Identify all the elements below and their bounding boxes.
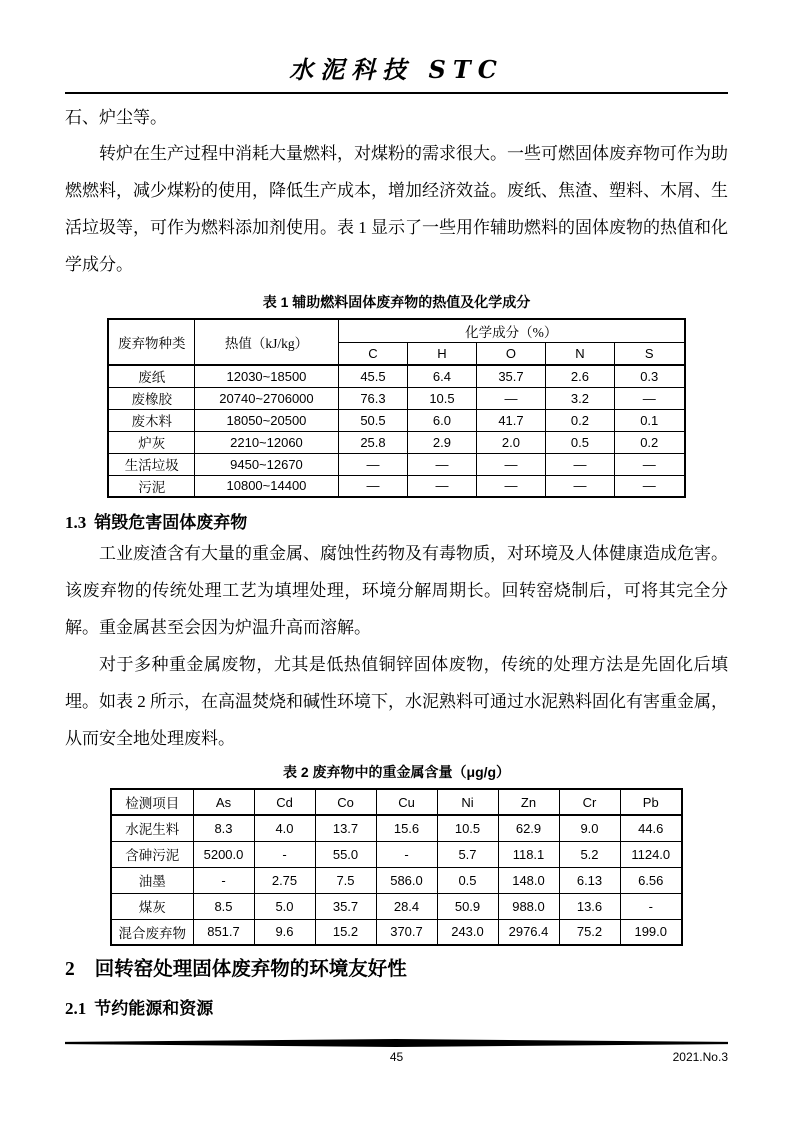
table1-header-row <box>108 319 684 342</box>
col-header-As: As <box>193 789 254 815</box>
col-header-composition-group: 化学成分（%） <box>338 319 684 342</box>
table2-header-row <box>111 789 682 815</box>
cell-value: 6.0 <box>407 409 476 431</box>
cell-value: 2976.4 <box>498 919 559 945</box>
journal-header <box>65 0 728 94</box>
cell-value: 199.0 <box>620 919 682 945</box>
cell-value: — <box>338 453 407 475</box>
section-heading-2 <box>65 955 728 984</box>
cell-heat-value: 10800~14400 <box>194 475 338 497</box>
col-header-S: S <box>614 342 684 365</box>
cell-value: 55.0 <box>315 841 376 867</box>
cell-value: 148.0 <box>498 867 559 893</box>
page-number: 45 <box>389 1050 404 1064</box>
cell-value: 15.2 <box>315 919 376 945</box>
table-row <box>108 431 684 453</box>
cell-test-item: 水泥生料 <box>111 815 193 841</box>
cell-value: 2.0 <box>476 431 545 453</box>
col-header-test-item: 检测项目 <box>111 789 193 815</box>
cell-value: 8.5 <box>193 893 254 919</box>
table-row <box>108 453 684 475</box>
cell-waste-type: 污泥 <box>108 475 194 497</box>
footer-meta <box>65 1049 728 1065</box>
cell-value: — <box>407 453 476 475</box>
table-row <box>108 387 684 409</box>
cell-value: 50.9 <box>437 893 498 919</box>
cell-value: 13.6 <box>559 893 620 919</box>
section-number: 2.1 <box>65 999 87 1018</box>
table-1 <box>107 318 685 498</box>
cell-value: - <box>193 867 254 893</box>
cell-waste-type: 炉灰 <box>108 431 194 453</box>
col-header-Cr: Cr <box>559 789 620 815</box>
cell-value: — <box>614 387 684 409</box>
cell-value: 25.8 <box>338 431 407 453</box>
cell-value: 76.3 <box>338 387 407 409</box>
cell-value: 0.2 <box>545 409 614 431</box>
cell-test-item: 油墨 <box>111 867 193 893</box>
cell-value: — <box>476 475 545 497</box>
cell-value: 0.1 <box>614 409 684 431</box>
cell-value: 5.7 <box>437 841 498 867</box>
cell-value: 13.7 <box>315 815 376 841</box>
cell-test-item: 煤灰 <box>111 893 193 919</box>
cell-value: 62.9 <box>498 815 559 841</box>
cell-value: 7.5 <box>315 867 376 893</box>
cell-value: 50.5 <box>338 409 407 431</box>
table-row <box>108 409 684 431</box>
cell-value: — <box>407 475 476 497</box>
cell-value: 586.0 <box>376 867 437 893</box>
col-header-Cd: Cd <box>254 789 315 815</box>
cell-heat-value: 12030~18500 <box>194 365 338 387</box>
cell-value: 15.6 <box>376 815 437 841</box>
cell-value: 35.7 <box>476 365 545 387</box>
cell-value: 0.3 <box>614 365 684 387</box>
cell-waste-type: 废木料 <box>108 409 194 431</box>
cell-value: 9.0 <box>559 815 620 841</box>
cell-value: 2.9 <box>407 431 476 453</box>
cell-heat-value: 9450~12670 <box>194 453 338 475</box>
cell-value: — <box>338 475 407 497</box>
section-number: 1.3 <box>65 513 87 532</box>
cell-value: 10.5 <box>407 387 476 409</box>
cell-value: 8.3 <box>193 815 254 841</box>
cell-waste-type: 生活垃圾 <box>108 453 194 475</box>
cell-value: 2.75 <box>254 867 315 893</box>
col-header-O: O <box>476 342 545 365</box>
cell-value: - <box>376 841 437 867</box>
cell-value: 10.5 <box>437 815 498 841</box>
col-header-waste-type: 废弃物种类 <box>108 319 194 365</box>
table-2 <box>110 788 683 946</box>
paragraph-heavy-metal: 对于多种重金属废物，尤其是低热值铜锌固体废物，传统的处理方法是先固化后填埋。如表 2 所示，在高温焚烧和碱性环境下，水泥熟料可通过水泥熟料固化有害重金属，从而安全地处理废料。 <box>65 655 728 748</box>
cell-value: — <box>614 475 684 497</box>
col-header-Cu: Cu <box>376 789 437 815</box>
col-header-H: H <box>407 342 476 365</box>
cell-value: 28.4 <box>376 893 437 919</box>
section-heading-1-3 <box>65 511 728 535</box>
cell-value: 118.1 <box>498 841 559 867</box>
cell-value: — <box>476 387 545 409</box>
cell-value: 9.6 <box>254 919 315 945</box>
cell-heat-value: 2210~12060 <box>194 431 338 453</box>
cell-value: 5200.0 <box>193 841 254 867</box>
section-number: 2 <box>65 959 75 980</box>
cell-value: 988.0 <box>498 893 559 919</box>
cell-value: 5.2 <box>559 841 620 867</box>
issue-number: 2021.No.3 <box>672 1050 728 1064</box>
col-header-heat-value: 热值（kJ/kg） <box>194 319 338 365</box>
cell-value: 851.7 <box>193 919 254 945</box>
cell-value: 4.0 <box>254 815 315 841</box>
cell-value: 2.6 <box>545 365 614 387</box>
paragraph-hazard: 工业废渣含有大量的重金属、腐蚀性药物及有毒物质，对环境及人体健康造成危害。该废弃物的传统处理工艺为填埋处理，环境分解周期长。回转窑烧制后，可将其完全分解。重金属甚至会因为炉温升高而溶解。 <box>65 544 728 637</box>
page-footer <box>65 1039 728 1065</box>
cell-waste-type: 废橡胶 <box>108 387 194 409</box>
section-heading-2-1 <box>65 997 728 1021</box>
section-title: 节约能源和资源 <box>94 999 214 1018</box>
journal-title: 水泥科技 STC <box>289 55 504 84</box>
cell-value: 6.56 <box>620 867 682 893</box>
cell-value: 75.2 <box>559 919 620 945</box>
cell-value: 0.5 <box>437 867 498 893</box>
col-header-N: N <box>545 342 614 365</box>
cell-value: — <box>545 475 614 497</box>
cell-value: 0.2 <box>614 431 684 453</box>
cell-value: 41.7 <box>476 409 545 431</box>
col-header-Pb: Pb <box>620 789 682 815</box>
table-row <box>108 365 684 387</box>
col-header-Co: Co <box>315 789 376 815</box>
table1-caption: 表 1 辅助燃料固体废弃物的热值及化学成分 <box>262 294 531 310</box>
cell-value: 35.7 <box>315 893 376 919</box>
cell-value: - <box>254 841 315 867</box>
table-row <box>108 475 684 497</box>
section-title: 销毁危害固体废弃物 <box>94 513 248 532</box>
cell-heat-value: 18050~20500 <box>194 409 338 431</box>
cell-value: 370.7 <box>376 919 437 945</box>
cell-value: 5.0 <box>254 893 315 919</box>
table-row <box>111 919 682 945</box>
table2-caption: 表 2 废弃物中的重金属含量（μg/g） <box>282 764 511 780</box>
paragraph-continuation: 石、炉尘等。 <box>65 108 167 127</box>
cell-value: 6.13 <box>559 867 620 893</box>
cell-value: 1124.0 <box>620 841 682 867</box>
cell-test-item: 含砷污泥 <box>111 841 193 867</box>
table-row <box>111 841 682 867</box>
cell-value: 44.6 <box>620 815 682 841</box>
cell-value: 243.0 <box>437 919 498 945</box>
cell-test-item: 混合废弃物 <box>111 919 193 945</box>
section-title: 回转窑处理固体废弃物的环境友好性 <box>94 958 407 980</box>
cell-value: — <box>476 453 545 475</box>
cell-value: 3.2 <box>545 387 614 409</box>
table-row <box>111 893 682 919</box>
table-row <box>111 815 682 841</box>
cell-value: - <box>620 893 682 919</box>
cell-value: 45.5 <box>338 365 407 387</box>
paragraph-fuel: 转炉在生产过程中消耗大量燃料，对煤粉的需求很大。一些可燃固体废弃物可作为助燃燃料，减少煤粉的使用，降低生产成本，增加经济效益。废纸、焦渣、塑料、木屑、生活垃圾等，可作为燃料添加剂使用。表 1 显示了一些用作辅助燃料的固体废物的热值和化学成分。 <box>65 144 728 274</box>
cell-value: 6.4 <box>407 365 476 387</box>
col-header-Zn: Zn <box>498 789 559 815</box>
cell-heat-value: 20740~2706000 <box>194 387 338 409</box>
cell-waste-type: 废纸 <box>108 365 194 387</box>
cell-value: — <box>614 453 684 475</box>
cell-value: — <box>545 453 614 475</box>
cell-value: 0.5 <box>545 431 614 453</box>
footer-ornament-rule <box>65 1039 728 1047</box>
col-header-Ni: Ni <box>437 789 498 815</box>
col-header-C: C <box>338 342 407 365</box>
table-row <box>111 867 682 893</box>
